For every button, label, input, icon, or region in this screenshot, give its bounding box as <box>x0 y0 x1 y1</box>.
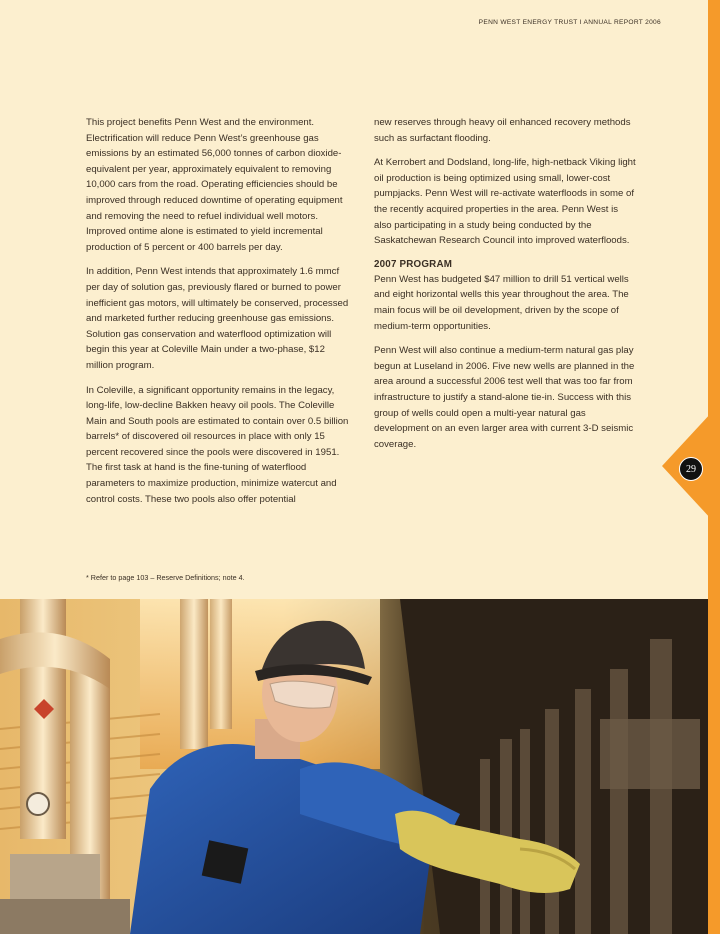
worker-photo-illustration <box>0 599 708 934</box>
paragraph-program: Penn West has budgeted $47 million to drill 51 vertical wells and eight horizontal wells this year throughout the area. The main focus will be oil development, driven by the scope of medium-term opportunities. <box>374 273 629 332</box>
paragraph-coleville: In Coleville, a significant opportunity remains in the legacy, long-life, low-decline Bakken heavy oil pools. The Coleville Main and South pools are estimated to contain over 0.5 billion barrels* of discovered oil resources in place with only 15 percent recovered since the pools were discovered in 1951. The first task at hand is the fine-tuning of waterflood parameters to maximize production, minimize watercut and control costs. These two pools also offer potential <box>86 384 349 505</box>
left-column <box>86 115 350 516</box>
paragraph-gas-play: Penn West will also continue a medium-term natural gas play begun at Luseland in 2006. Five new wells are planned in the area around a successful 2006 test well that was too far from infrastructure to justify a stand-alone tie-in. Success with this group of wells could open a multi-year natural gas development on an even larger area with current 3-D seismic coverage. <box>374 345 635 450</box>
footnote: * Refer to page 103 – Reserve Definitions; note 4. <box>86 573 245 582</box>
right-column <box>374 115 636 461</box>
paragraph-continuation: new reserves through heavy oil enhanced recovery methods such as surfactant flooding. <box>374 117 631 144</box>
paragraph-electrification: This project benefits Penn West and the environment. Electrification will reduce Penn West’s greenhouse gas emissions by an estimated 56,000 tonnes of carbon dioxide-equivalent per year, approximately equivalent to removing 10,000 cars from the road. Operating efficiencies should be improved through reduced downtime of operating equipment and removing the need to refuel individual well motors. Improved ontime alone is estimated to yield incremental production of 5 percent or 400 barrels per day. <box>86 117 343 253</box>
paragraph-kerrobert: At Kerrobert and Dodsland, long-life, high-netback Viking light oil production is being optimized using small, lower-cost pumpjacks. Penn West will re-activate waterfloods in some of the recently acquired properties in the area. Penn West is also participating in a study being conducted by the Saskatchewan Research Council into improved waterfloods. <box>374 157 636 247</box>
running-header: PENN WEST ENERGY TRUST I ANNUAL REPORT 2006 <box>478 19 661 26</box>
paragraph-solution-gas: In addition, Penn West intends that approximately 1.6 mmcf per day of solution gas, previously flared or burned to power inefficient gas motors, will ultimately be conserved, processed and marketed further reducing greenhouse gas emissions. Solution gas conservation and waterflood optimization will begin this year at Coleville Main under a two-phase, $12 million program. <box>86 266 349 371</box>
page-number: 29 <box>679 457 703 481</box>
worker-photo <box>0 599 708 934</box>
section-heading: 2007 PROGRAM <box>374 258 453 270</box>
